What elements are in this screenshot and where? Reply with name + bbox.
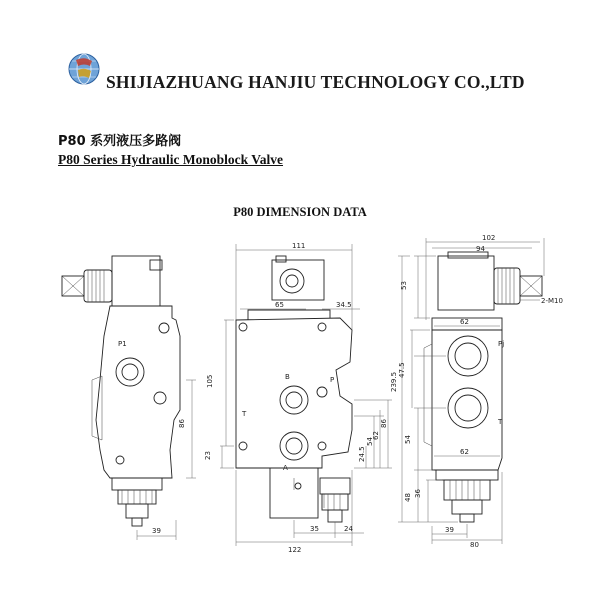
product-title-chinese: P80 系列液压多路阀 <box>58 134 182 149</box>
left-view <box>62 256 196 540</box>
company-name: SHIJIAZHUANG HANJIU TECHNOLOGY CO.,LTD <box>106 72 525 92</box>
side-view <box>390 234 563 549</box>
port-label-p1: P1 <box>118 340 127 348</box>
dim-front-24: 24 <box>344 525 353 533</box>
port-label-b: B <box>285 373 290 381</box>
dim-front-34-5: 34.5 <box>336 301 352 309</box>
dim-left-86: 86 <box>178 419 186 428</box>
port-label-t-front: T <box>242 410 247 418</box>
dim-front-122: 122 <box>288 546 302 554</box>
port-label-pj: Pj <box>498 340 505 348</box>
product-title-english: P80 Series Hydraulic Monoblock Valve <box>58 152 284 167</box>
dim-side-62-top: 62 <box>460 318 469 326</box>
dim-side-47-5: 47.5 <box>398 362 406 378</box>
port-label-p: P <box>330 376 335 384</box>
dim-side-36: 36 <box>414 489 422 498</box>
dim-side-53: 53 <box>400 281 408 290</box>
dim-side-80: 80 <box>470 541 479 549</box>
dim-front-65: 65 <box>275 301 284 309</box>
dim-side-2-m10: 2-M10 <box>541 297 563 305</box>
dim-side-39: 39 <box>445 526 454 534</box>
dim-side-54: 54 <box>404 435 412 444</box>
dim-front-111: 111 <box>292 242 306 250</box>
section-title: P80 DIMENSION DATA <box>233 205 367 219</box>
dim-front-54: 54 <box>366 437 374 446</box>
dim-front-62: 62 <box>372 431 380 440</box>
dim-side-102: 102 <box>482 234 496 242</box>
port-label-a: A <box>283 464 288 472</box>
dimension-drawing <box>0 230 600 555</box>
dim-side-62-bottom: 62 <box>460 448 469 456</box>
dim-side-239-5: 239.5 <box>390 371 398 392</box>
dim-left-39: 39 <box>152 527 161 535</box>
dim-side-94: 94 <box>476 245 485 253</box>
dim-front-35: 35 <box>310 525 319 533</box>
dim-front-23: 23 <box>204 451 212 460</box>
dim-side-48: 48 <box>404 493 412 502</box>
globe-logo-icon <box>66 52 102 86</box>
front-view <box>204 242 392 554</box>
port-label-t-side: T <box>498 418 503 426</box>
dim-front-105: 105 <box>206 374 214 388</box>
dim-front-24-5: 24.5 <box>358 446 366 462</box>
dim-front-86: 86 <box>380 419 388 428</box>
